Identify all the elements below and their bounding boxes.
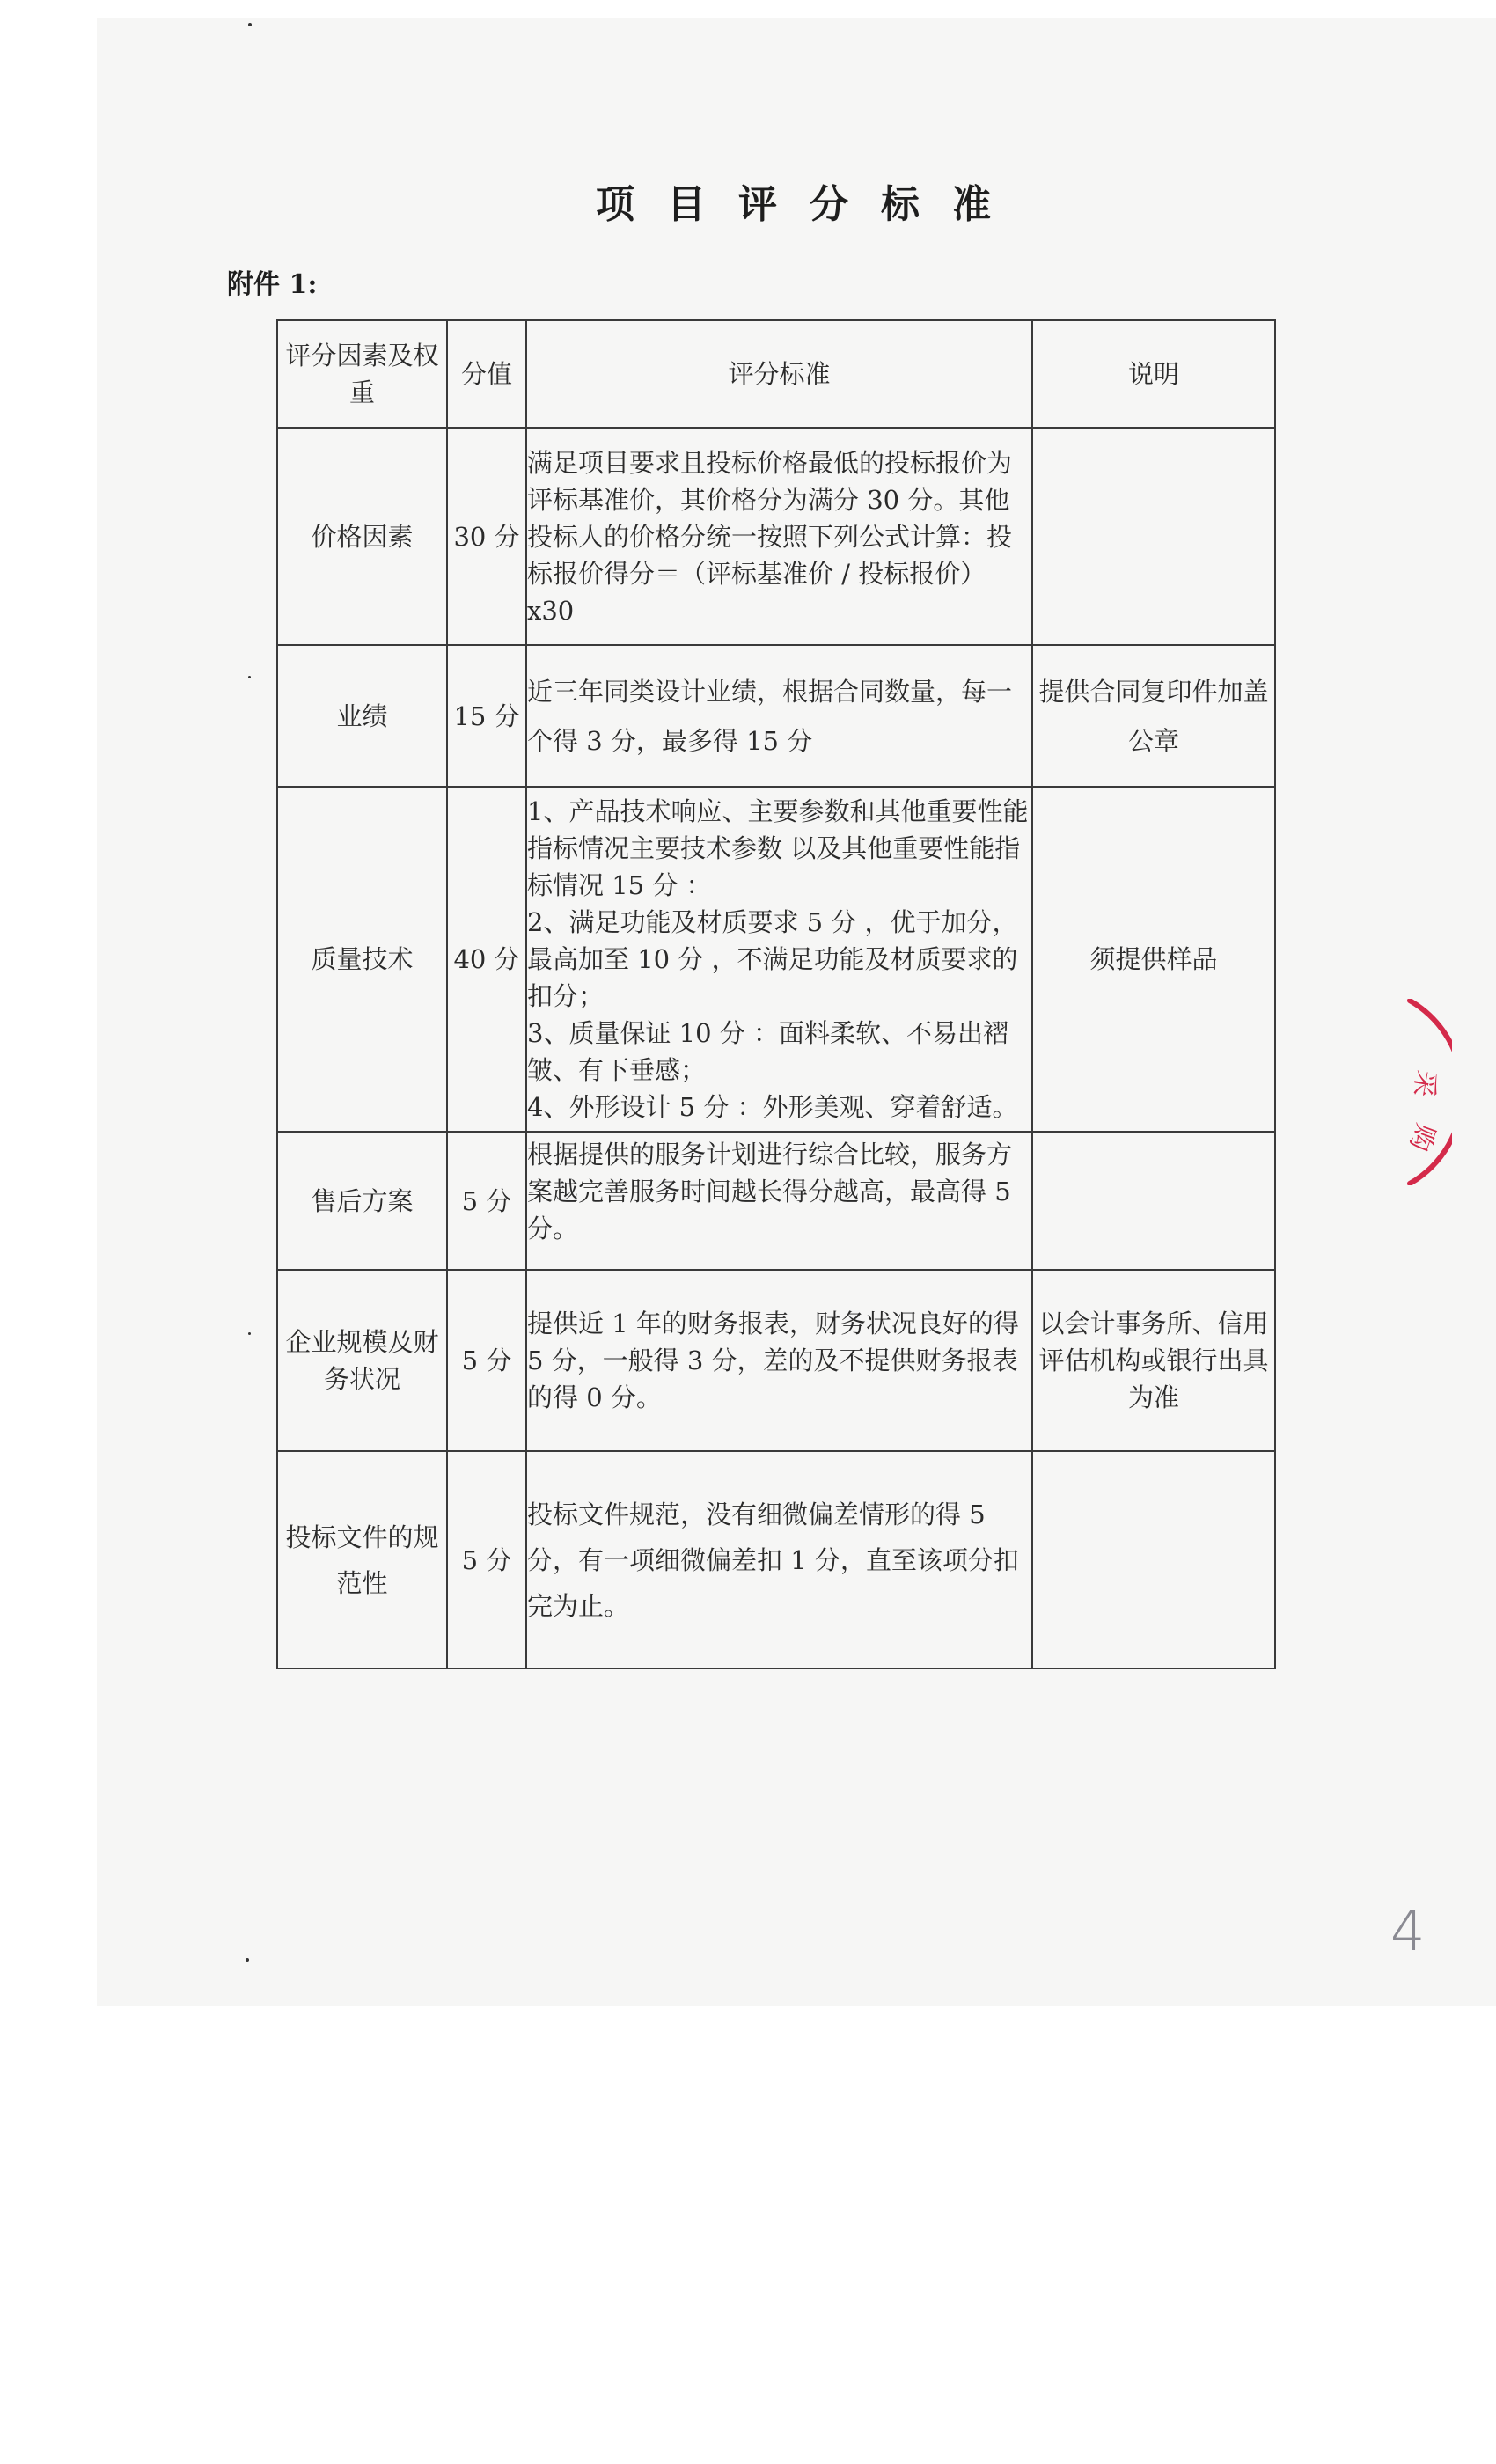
table-row (277, 1270, 1275, 1451)
row-factor: 质量技术 (277, 787, 447, 1132)
table-row (277, 428, 1275, 645)
row-factor: 售后方案 (277, 1132, 447, 1270)
criteria-line: 3、质量保证 10 分 ：面料柔软、不易出褶皱、有下垂感； (527, 1018, 1009, 1085)
row-score: 15 分 (447, 645, 526, 787)
scan-speck (248, 676, 251, 678)
scan-speck (246, 1958, 249, 1962)
header-criteria: 评分标准 (526, 320, 1032, 428)
attachment-label: 附件 1: (227, 269, 318, 300)
table-row (277, 787, 1275, 1132)
row-criteria: 近三年同类设计业绩，根据合同数量，每一个得 3 分，最多得 15 分 (526, 645, 1032, 787)
scan-speck (248, 1332, 251, 1335)
row-criteria: 根据提供的服务计划进行综合比较，服务方案越完善服务时间越长得分越高，最高得 5 分。 (526, 1132, 1032, 1270)
table-row (277, 1451, 1275, 1668)
row-note (1032, 428, 1275, 645)
row-score: 30 分 (447, 428, 526, 645)
table-row (277, 1132, 1275, 1270)
row-score: 5 分 (447, 1451, 526, 1668)
table-header-row (277, 320, 1275, 428)
svg-text:采: 采 (1406, 1067, 1442, 1100)
header-factor: 评分因素及权重 (277, 320, 447, 428)
scoring-criteria-table (276, 319, 1276, 1669)
handwritten-page-number: 4 (1390, 1899, 1426, 1963)
criteria-line: 2、满足功能及材质要求 5 分 ，优于加分，最高加至 10 分 ，不满足功能及材质要求的扣分； (527, 907, 1018, 1011)
table-row (277, 645, 1275, 787)
row-note: 以会计事务所、信用评估机构或银行出具为准 (1032, 1270, 1275, 1451)
header-note: 说明 (1032, 320, 1275, 428)
official-seal-stamp (1355, 999, 1452, 1185)
document-title: 项目评分标准 (596, 182, 1023, 227)
scan-speck (248, 23, 252, 26)
row-criteria: 满足项目要求且投标价格最低的投标报价为评标基准价，其价格分为满分 30 分。其他投标人的价格分统一按照下列公式计算：投标报价得分＝（评标基准价 / 投标报价）x30 (526, 428, 1032, 645)
row-note (1032, 1132, 1275, 1270)
row-criteria (526, 787, 1032, 1132)
row-criteria: 投标文件规范，没有细微偏差情形的得 5 分，有一项细微偏差扣 1 分，直至该项分扣完为止。 (526, 1451, 1032, 1668)
svg-text:购: 购 (1403, 1119, 1441, 1155)
row-factor: 价格因素 (277, 428, 447, 645)
row-factor: 业绩 (277, 645, 447, 787)
row-factor: 企业规模及财务状况 (277, 1270, 447, 1451)
row-note: 须提供样品 (1032, 787, 1275, 1132)
criteria-line: 1、产品技术响应、主要参数和其他重要性能 指标情况主要技术参数 以及其他重要性能指标情况 15 分 ： (527, 796, 1029, 900)
seal-arc-icon (1355, 999, 1452, 1185)
criteria-line: 4、外形设计 5 分 ：外形美观、穿着舒适。 (527, 1092, 1018, 1122)
row-score: 40 分 (447, 787, 526, 1132)
row-factor: 投标文件的规范性 (277, 1451, 447, 1668)
row-score: 5 分 (447, 1270, 526, 1451)
row-note (1032, 1451, 1275, 1668)
row-criteria: 提供近 1 年的财务报表，财务状况良好的得 5 分，一般得 3 分，差的及不提供财务报表的得 0 分。 (526, 1270, 1032, 1451)
row-score: 5 分 (447, 1132, 526, 1270)
header-score: 分值 (447, 320, 526, 428)
row-note: 提供合同复印件加盖公章 (1032, 645, 1275, 787)
